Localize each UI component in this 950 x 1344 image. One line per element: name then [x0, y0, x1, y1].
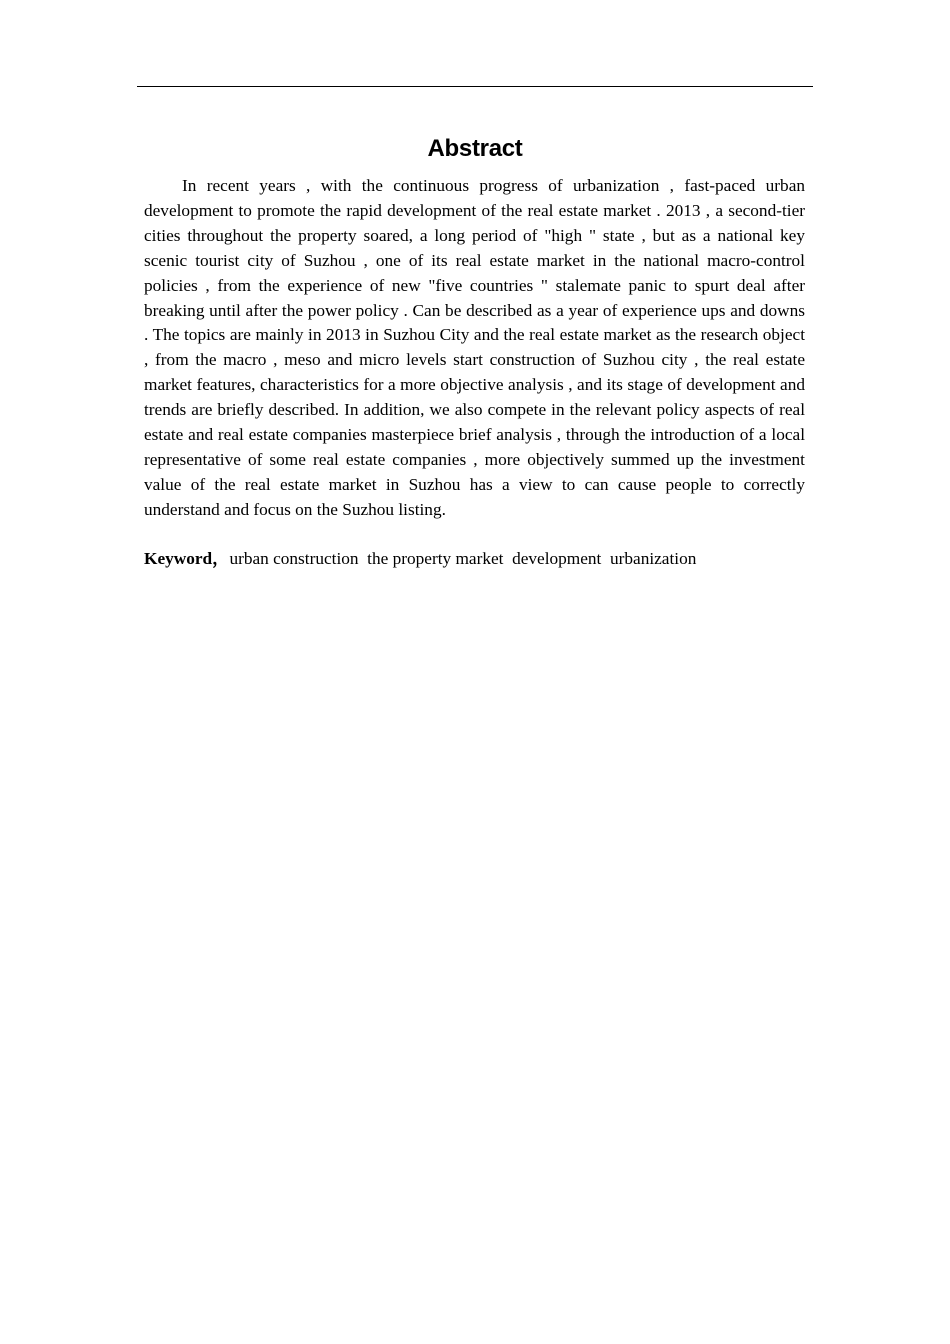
- keywords-label: Keyword，: [144, 549, 230, 568]
- abstract-title: Abstract: [427, 135, 523, 162]
- header-rule: [137, 86, 813, 87]
- keywords-text: urban construction the property market development urbanization: [229, 549, 697, 568]
- keywords-line: [144, 547, 805, 572]
- abstract-paragraph: In recent years , with the continuous progress of urbanization , fast-paced urban development to promote the rapid development of the real estate market . 2013 , a second-tier cities throughout the property soared, a long period of "high " state , but as a national key scenic tourist city of Suzhou , one of its real estate market in the national macro-control policies , from the experience of new "five countries " stalemate panic to spurt deal after breaking until after the power policy . Can be described as a year of experience ups and downs . The topics are mainly in 2013 in Suzhou City and the real estate market as the research object , from the macro , meso and micro levels start construction of Suzhou city , the real estate market features, characteristics for a more objective analysis , and its stage of development and trends are briefly described. In addition, we also compete in the relevant policy aspects of real estate and real estate companies masterpiece brief analysis , through the introduction of a local representative of some real estate companies , more objectively summed up the investment value of the real estate market in Suzhou has a view to can cause people to correctly understand and focus on the Suzhou listing.: [144, 176, 805, 519]
